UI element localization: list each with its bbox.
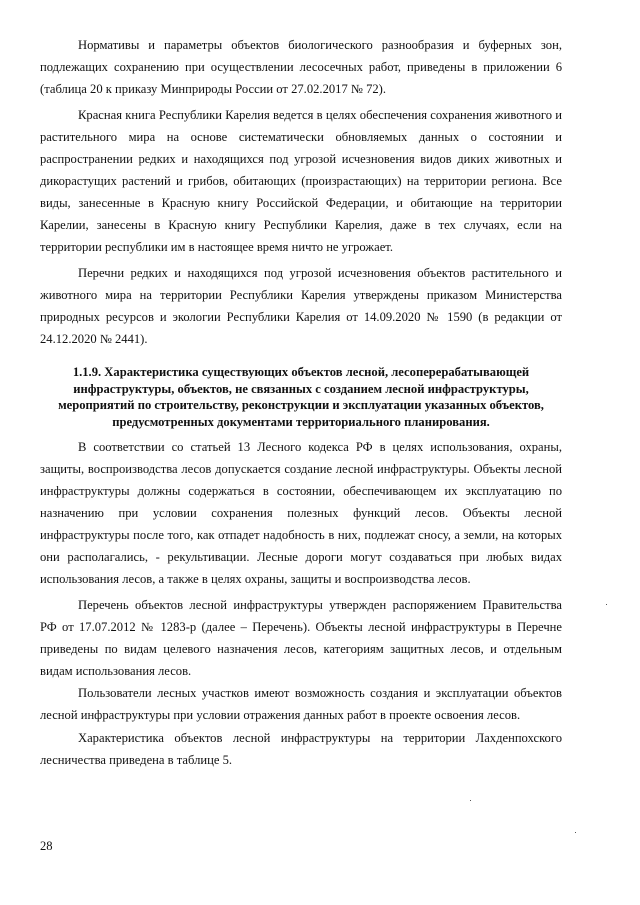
paragraph-text: Красная книга Республики Карелия ведется в целях обеспечения сохранения животного и растительного мира на основе систематически обновляемых данных о состоянии и распространении редких и находящихся под угрозой исчезновения видов диких животных и дикорастущих растений и грибов, обитающих (произрастающих) на территории региона. Все виды, занесенные в Красную книгу Российской Федерации, и обитающие на территории Карелии, занесены в Красную книгу Республики Карелия, даже в тех случаях, если на территории республики им в настоящее время ничто не угрожает. bbox=[40, 108, 562, 254]
scan-speck bbox=[575, 832, 576, 833]
paragraph-biodiversity-norms bbox=[40, 34, 562, 100]
scan-speck bbox=[470, 800, 471, 801]
scan-speck bbox=[606, 604, 607, 605]
paragraph-text: Нормативы и параметры объектов биологического разнообразия и буферных зон, подлежащих сохранению при осуществлении лесосечных работ, приведены в приложении 6 (таблица 20 к приказу Минприроды России от 27.02.2017 № 72). bbox=[40, 38, 562, 96]
paragraph-text: В соответствии со статьей 13 Лесного кодекса РФ в целях использования, охраны, защиты, воспроизводства лесов допускается создание лесной инфраструктуры. Объекты лесной инфраструктуры должны содержаться в состоянии, обеспечивающем их эксплуатацию по назначению при условии сохранения полезных функций лесов. Объекты лесной инфраструктуры после того, как отпадет надобность в них, подлежат сносу, а земли, на которых они располагались, - рекультивации. Лесные дороги могут создаваться при любых видах использования лесов, а также в целях охраны, защиты и воспроизводства лесов. bbox=[40, 440, 562, 586]
paragraph-text: Перечни редких и находящихся под угрозой исчезновения объектов растительного и животного мира на территории Республики Карелия утверждены приказом Министерства природных ресурсов и экологии Республики Карелия от 14.09.2020 № 1590 (в редакции от 24.12.2020 № 2441). bbox=[40, 266, 562, 346]
paragraph-red-book bbox=[40, 104, 562, 258]
paragraph-forest-code bbox=[40, 436, 562, 590]
paragraph-text: Перечень объектов лесной инфраструктуры утвержден распоряжением Правительства РФ от 17.07.2012 № 1283-р (далее – Перечень). Объекты лесной инфраструктуры в Перечне приведены по видам целевого назначения лесов, категориям защитных лесов, и отдельным видам использования лесов. bbox=[40, 598, 562, 678]
paragraph-rare-species-lists bbox=[40, 262, 562, 350]
paragraph-forest-users bbox=[40, 682, 562, 726]
page-number: 28 bbox=[40, 839, 53, 853]
section-heading: 1.1.9. Характеристика существующих объектов лесной, лесоперерабатывающей инфраструктуры, объектов, не связанных с созданием лесной инфраструктуры, мероприятий по строительству, реконструкции и эксплуатации указанных объектов, предусмотренных документами территориального планирования. bbox=[58, 365, 544, 429]
paragraph-table-reference bbox=[40, 727, 562, 771]
paragraph-infrastructure-list bbox=[40, 594, 562, 682]
paragraph-text: Характеристика объектов лесной инфраструктуры на территории Лахденпохского лесничества приведена в таблице 5. bbox=[40, 731, 562, 767]
paragraph-text: Пользователи лесных участков имеют возможность создания и эксплуатации объектов лесной инфраструктуры при условии отражения данных работ в проекте освоения лесов. bbox=[40, 686, 562, 722]
